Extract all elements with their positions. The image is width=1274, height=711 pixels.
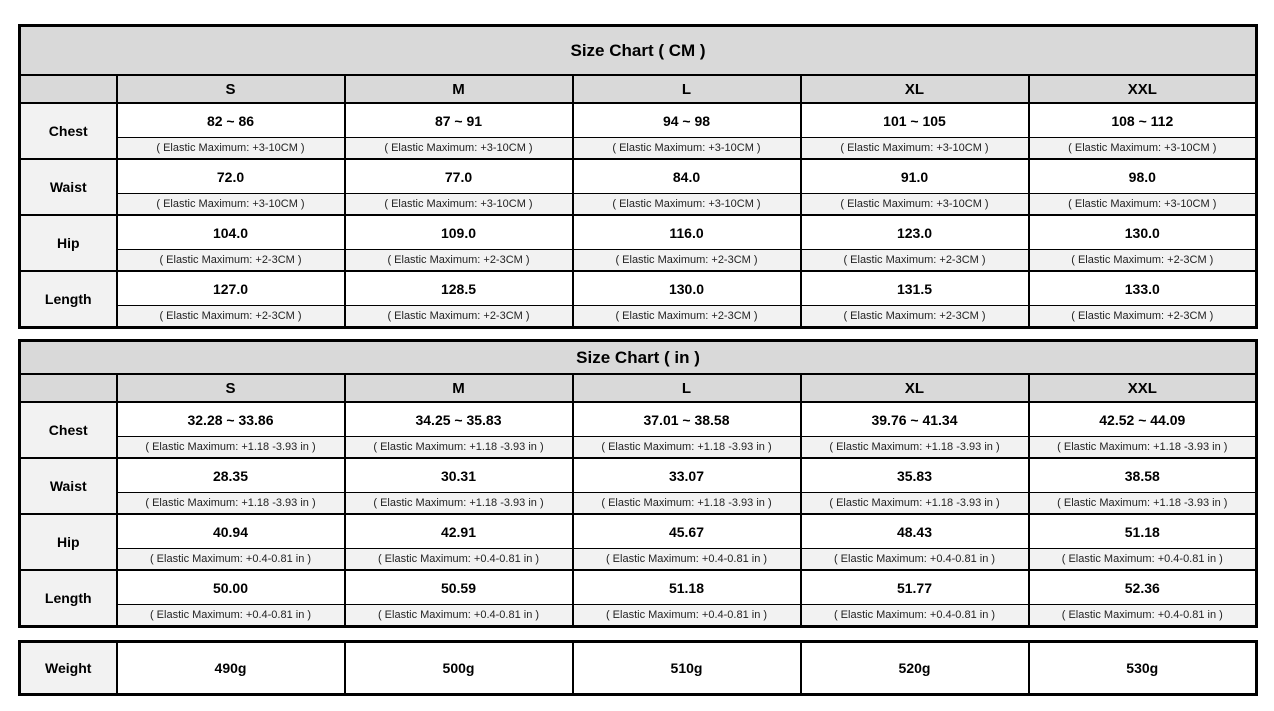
- cm-hip-value-s: 104.0: [117, 215, 345, 250]
- cm-chest-elastic-note: ( Elastic Maximum: +3-10CM ): [1029, 138, 1257, 160]
- in-waist-value-s: 28.35: [117, 458, 345, 493]
- cm-size-header-s: S: [117, 75, 345, 103]
- in-table-title: Size Chart ( in ): [20, 341, 1257, 375]
- cm-hip-value-m: 109.0: [345, 215, 573, 250]
- weight-value-m: 500g: [345, 642, 573, 695]
- cm-row-label-waist: Waist: [20, 159, 117, 215]
- cm-hip-value-l: 116.0: [573, 215, 801, 250]
- cm-waist-value-l: 84.0: [573, 159, 801, 194]
- cm-waist-value-xxl: 98.0: [1029, 159, 1257, 194]
- cm-length-elastic-note: ( Elastic Maximum: +2-3CM ): [117, 306, 345, 328]
- size-chart-in-table: [18, 339, 1258, 628]
- in-row-label-hip: Hip: [20, 514, 117, 570]
- in-length-elastic-note: ( Elastic Maximum: +0.4-0.81 in ): [801, 605, 1029, 627]
- in-waist-elastic-note: ( Elastic Maximum: +1.18 -3.93 in ): [801, 493, 1029, 515]
- cm-table-title: Size Chart ( CM ): [20, 26, 1257, 76]
- cm-length-value-s: 127.0: [117, 271, 345, 306]
- cm-size-header-xxl: XXL: [1029, 75, 1257, 103]
- in-length-value-xxl: 52.36: [1029, 570, 1257, 605]
- cm-length-value-m: 128.5: [345, 271, 573, 306]
- cm-chest-value-s: 82 ~ 86: [117, 103, 345, 138]
- cm-hip-value-xl: 123.0: [801, 215, 1029, 250]
- in-hip-value-l: 45.67: [573, 514, 801, 549]
- cm-size-header-m: M: [345, 75, 573, 103]
- in-size-header-l: L: [573, 374, 801, 402]
- in-waist-elastic-note: ( Elastic Maximum: +1.18 -3.93 in ): [573, 493, 801, 515]
- weight-value-l: 510g: [573, 642, 801, 695]
- cm-chest-value-xxl: 108 ~ 112: [1029, 103, 1257, 138]
- cm-hip-elastic-note: ( Elastic Maximum: +2-3CM ): [345, 250, 573, 272]
- in-row-label-waist: Waist: [20, 458, 117, 514]
- cm-length-value-l: 130.0: [573, 271, 801, 306]
- in-length-elastic-note: ( Elastic Maximum: +0.4-0.81 in ): [345, 605, 573, 627]
- in-size-header-s: S: [117, 374, 345, 402]
- in-corner-cell: [20, 374, 117, 402]
- in-chest-elastic-note: ( Elastic Maximum: +1.18 -3.93 in ): [117, 437, 345, 459]
- weight-value-s: 490g: [117, 642, 345, 695]
- cm-length-elastic-note: ( Elastic Maximum: +2-3CM ): [1029, 306, 1257, 328]
- cm-hip-value-xxl: 130.0: [1029, 215, 1257, 250]
- cm-waist-value-m: 77.0: [345, 159, 573, 194]
- in-chest-elastic-note: ( Elastic Maximum: +1.18 -3.93 in ): [345, 437, 573, 459]
- in-waist-value-m: 30.31: [345, 458, 573, 493]
- in-hip-elastic-note: ( Elastic Maximum: +0.4-0.81 in ): [573, 549, 801, 571]
- cm-chest-elastic-note: ( Elastic Maximum: +3-10CM ): [801, 138, 1029, 160]
- in-row-label-length: Length: [20, 570, 117, 627]
- cm-waist-value-xl: 91.0: [801, 159, 1029, 194]
- in-chest-elastic-note: ( Elastic Maximum: +1.18 -3.93 in ): [573, 437, 801, 459]
- in-waist-value-xl: 35.83: [801, 458, 1029, 493]
- cm-chest-elastic-note: ( Elastic Maximum: +3-10CM ): [573, 138, 801, 160]
- cm-length-value-xxl: 133.0: [1029, 271, 1257, 306]
- in-waist-elastic-note: ( Elastic Maximum: +1.18 -3.93 in ): [117, 493, 345, 515]
- in-size-header-xxl: XXL: [1029, 374, 1257, 402]
- in-hip-value-m: 42.91: [345, 514, 573, 549]
- cm-waist-elastic-note: ( Elastic Maximum: +3-10CM ): [573, 194, 801, 216]
- cm-size-header-xl: XL: [801, 75, 1029, 103]
- in-length-value-s: 50.00: [117, 570, 345, 605]
- cm-waist-value-s: 72.0: [117, 159, 345, 194]
- in-hip-value-s: 40.94: [117, 514, 345, 549]
- cm-hip-elastic-note: ( Elastic Maximum: +2-3CM ): [117, 250, 345, 272]
- in-size-header-m: M: [345, 374, 573, 402]
- cm-corner-cell: [20, 75, 117, 103]
- cm-length-elastic-note: ( Elastic Maximum: +2-3CM ): [573, 306, 801, 328]
- in-hip-elastic-note: ( Elastic Maximum: +0.4-0.81 in ): [1029, 549, 1257, 571]
- cm-length-elastic-note: ( Elastic Maximum: +2-3CM ): [801, 306, 1029, 328]
- in-waist-elastic-note: ( Elastic Maximum: +1.18 -3.93 in ): [1029, 493, 1257, 515]
- in-hip-value-xxl: 51.18: [1029, 514, 1257, 549]
- in-hip-elastic-note: ( Elastic Maximum: +0.4-0.81 in ): [801, 549, 1029, 571]
- weight-value-xxl: 530g: [1029, 642, 1257, 695]
- cm-waist-elastic-note: ( Elastic Maximum: +3-10CM ): [1029, 194, 1257, 216]
- cm-row-label-length: Length: [20, 271, 117, 328]
- weight-row-label: Weight: [20, 642, 117, 695]
- weight-table: [18, 640, 1258, 696]
- in-length-value-l: 51.18: [573, 570, 801, 605]
- cm-chest-value-l: 94 ~ 98: [573, 103, 801, 138]
- size-chart-cm-table: [18, 24, 1258, 329]
- in-hip-value-xl: 48.43: [801, 514, 1029, 549]
- in-chest-elastic-note: ( Elastic Maximum: +1.18 -3.93 in ): [801, 437, 1029, 459]
- in-length-elastic-note: ( Elastic Maximum: +0.4-0.81 in ): [1029, 605, 1257, 627]
- cm-hip-elastic-note: ( Elastic Maximum: +2-3CM ): [1029, 250, 1257, 272]
- in-chest-value-s: 32.28 ~ 33.86: [117, 402, 345, 437]
- cm-waist-elastic-note: ( Elastic Maximum: +3-10CM ): [801, 194, 1029, 216]
- in-waist-elastic-note: ( Elastic Maximum: +1.18 -3.93 in ): [345, 493, 573, 515]
- cm-chest-elastic-note: ( Elastic Maximum: +3-10CM ): [345, 138, 573, 160]
- in-chest-value-l: 37.01 ~ 38.58: [573, 402, 801, 437]
- in-hip-elastic-note: ( Elastic Maximum: +0.4-0.81 in ): [345, 549, 573, 571]
- cm-row-label-chest: Chest: [20, 103, 117, 159]
- in-row-label-chest: Chest: [20, 402, 117, 458]
- in-hip-elastic-note: ( Elastic Maximum: +0.4-0.81 in ): [117, 549, 345, 571]
- in-length-value-m: 50.59: [345, 570, 573, 605]
- cm-size-header-l: L: [573, 75, 801, 103]
- in-chest-value-xl: 39.76 ~ 41.34: [801, 402, 1029, 437]
- in-waist-value-l: 33.07: [573, 458, 801, 493]
- cm-length-elastic-note: ( Elastic Maximum: +2-3CM ): [345, 306, 573, 328]
- in-length-elastic-note: ( Elastic Maximum: +0.4-0.81 in ): [117, 605, 345, 627]
- cm-chest-elastic-note: ( Elastic Maximum: +3-10CM ): [117, 138, 345, 160]
- cm-waist-elastic-note: ( Elastic Maximum: +3-10CM ): [117, 194, 345, 216]
- cm-row-label-hip: Hip: [20, 215, 117, 271]
- cm-length-value-xl: 131.5: [801, 271, 1029, 306]
- in-chest-value-m: 34.25 ~ 35.83: [345, 402, 573, 437]
- in-waist-value-xxl: 38.58: [1029, 458, 1257, 493]
- weight-value-xl: 520g: [801, 642, 1029, 695]
- in-length-value-xl: 51.77: [801, 570, 1029, 605]
- cm-chest-value-xl: 101 ~ 105: [801, 103, 1029, 138]
- cm-chest-value-m: 87 ~ 91: [345, 103, 573, 138]
- cm-waist-elastic-note: ( Elastic Maximum: +3-10CM ): [345, 194, 573, 216]
- in-length-elastic-note: ( Elastic Maximum: +0.4-0.81 in ): [573, 605, 801, 627]
- in-chest-value-xxl: 42.52 ~ 44.09: [1029, 402, 1257, 437]
- in-size-header-xl: XL: [801, 374, 1029, 402]
- cm-hip-elastic-note: ( Elastic Maximum: +2-3CM ): [801, 250, 1029, 272]
- in-chest-elastic-note: ( Elastic Maximum: +1.18 -3.93 in ): [1029, 437, 1257, 459]
- cm-hip-elastic-note: ( Elastic Maximum: +2-3CM ): [573, 250, 801, 272]
